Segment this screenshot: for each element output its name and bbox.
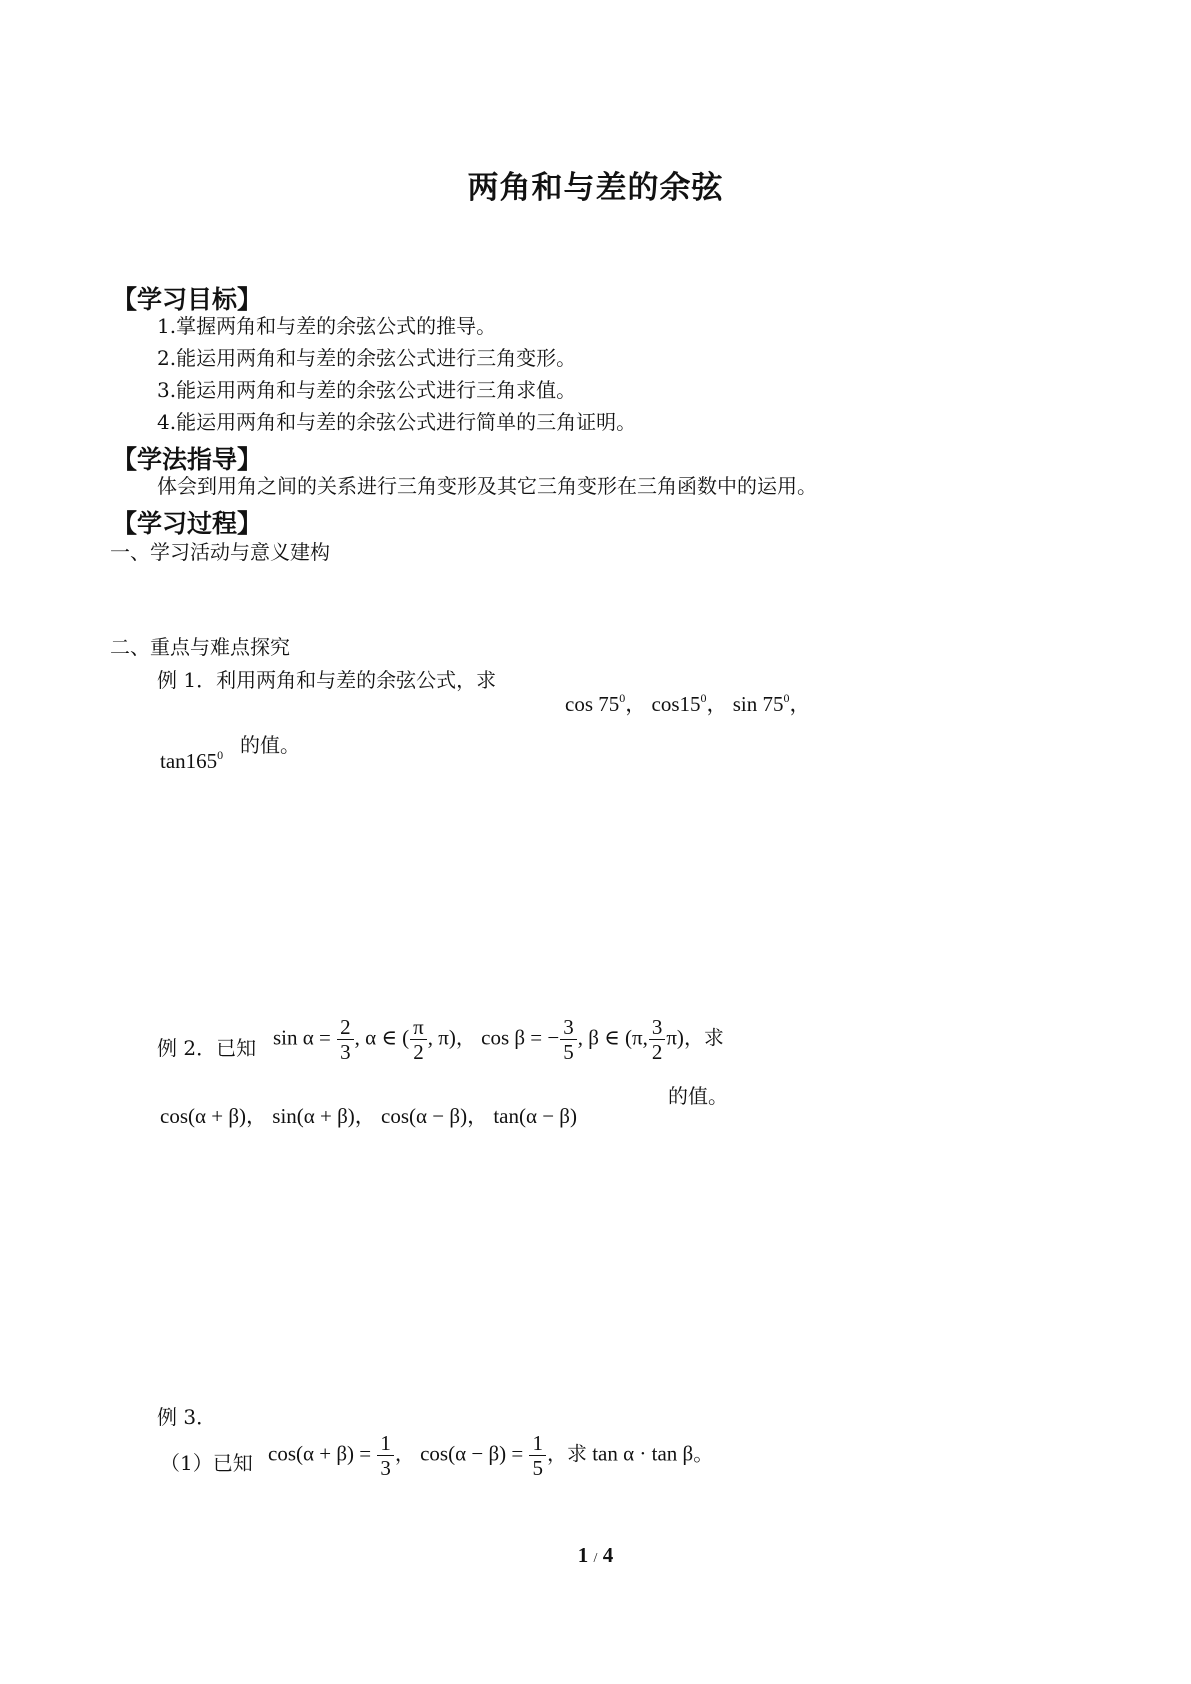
sin-alpha-expr: sin α = <box>273 1025 331 1050</box>
example2-given <box>273 1016 724 1063</box>
example2-tail: 的值。 <box>668 1084 728 1108</box>
method-text: 体会到用角之间的关系进行三角变形及其它三角变形在三角函数中的运用。 <box>157 474 817 498</box>
expr-sin75: sin 75 <box>732 692 784 716</box>
target-cos-diff: cos(α − β) <box>381 1104 468 1128</box>
example3-sub1-lead: （1）已知 <box>160 1451 253 1475</box>
degree-mark: 0 <box>783 691 790 705</box>
separator: ， <box>246 1104 268 1128</box>
example2-lead: 例 2．已知 <box>157 1036 257 1060</box>
target-sin-sum: sin(α + β) <box>272 1104 355 1128</box>
process-heading: 【学习过程】 <box>112 509 263 538</box>
separator: ， <box>706 692 728 716</box>
target-tan-diff: tan(α − β) <box>493 1104 577 1128</box>
page-slash: / <box>593 1551 598 1566</box>
fraction-two-thirds: $\frac{2}{3}$ <box>337 1016 354 1063</box>
example1-expressions <box>565 688 811 718</box>
page-current: 1 <box>577 1543 589 1567</box>
example3-sub1-expr <box>268 1432 713 1479</box>
cos-beta-expr: cos β = − <box>481 1025 560 1050</box>
ask: ，求 <box>683 1027 724 1050</box>
beta-range-lead: , β ∈ (π, <box>577 1025 648 1050</box>
period: 。 <box>693 1443 714 1466</box>
objectives-heading: 【学习目标】 <box>112 285 263 314</box>
separator: ， <box>625 692 647 716</box>
expr-tan165: tan165 <box>160 749 218 773</box>
process-part1: 一、学习活动与意义建构 <box>110 540 330 564</box>
method-heading: 【学法指导】 <box>112 445 263 474</box>
objective-item: 1.掌握两角和与差的余弦公式的推导。 <box>157 314 497 338</box>
ask: ，求 <box>546 1443 587 1466</box>
page-title: 两角和与差的余弦 <box>467 170 724 206</box>
degree-mark: 0 <box>619 691 626 705</box>
separator: ， <box>789 692 811 716</box>
separator: ， <box>354 1104 376 1128</box>
page-total: 4 <box>602 1543 614 1567</box>
objective-item: 4.能运用两角和与差的余弦公式进行简单的三角证明。 <box>157 410 637 434</box>
expr-cos75: cos 75 <box>565 692 620 716</box>
fraction-one-fifth: $\frac{1}{5}$ <box>529 1432 546 1479</box>
comma: ， <box>455 1027 476 1050</box>
process-part2: 二、重点与难点探究 <box>110 635 290 659</box>
target-tan-product: tan α · tan β <box>592 1441 694 1466</box>
objective-item: 3.能运用两角和与差的余弦公式进行三角求值。 <box>157 378 577 402</box>
example1-lead: 例 1．利用两角和与差的余弦公式，求 <box>157 668 497 692</box>
page-number <box>0 1543 1191 1568</box>
degree-mark: 0 <box>700 691 707 705</box>
fraction-three-fifths: $\frac{3}{5}$ <box>560 1016 577 1063</box>
example1-expr-tan165 <box>160 748 223 774</box>
separator: ， <box>467 1104 489 1128</box>
fraction-pi-half: $\frac{\pi}{2}$ <box>410 1016 427 1063</box>
cos-diff-expr: cos(α − β) = <box>420 1441 524 1466</box>
expr-cos15: cos15 <box>651 692 701 716</box>
example3-label: 例 3． <box>157 1405 217 1429</box>
fraction-one-third: $\frac{1}{3}$ <box>377 1432 394 1479</box>
objective-item: 2.能运用两角和与差的余弦公式进行三角变形。 <box>157 346 577 370</box>
comma: ， <box>394 1443 415 1466</box>
example2-targets <box>160 1100 577 1130</box>
beta-range-tail: π) <box>666 1025 684 1050</box>
fraction-three-half: $\frac{3}{2}$ <box>649 1016 666 1063</box>
example1-tail: 的值。 <box>240 733 300 757</box>
cos-sum-expr: cos(α + β) = <box>268 1441 372 1466</box>
degree-mark: 0 <box>217 748 224 762</box>
alpha-range-lead: , α ∈ ( <box>354 1025 410 1050</box>
alpha-range-tail: , π) <box>427 1025 456 1050</box>
target-cos-sum: cos(α + β) <box>160 1104 247 1128</box>
